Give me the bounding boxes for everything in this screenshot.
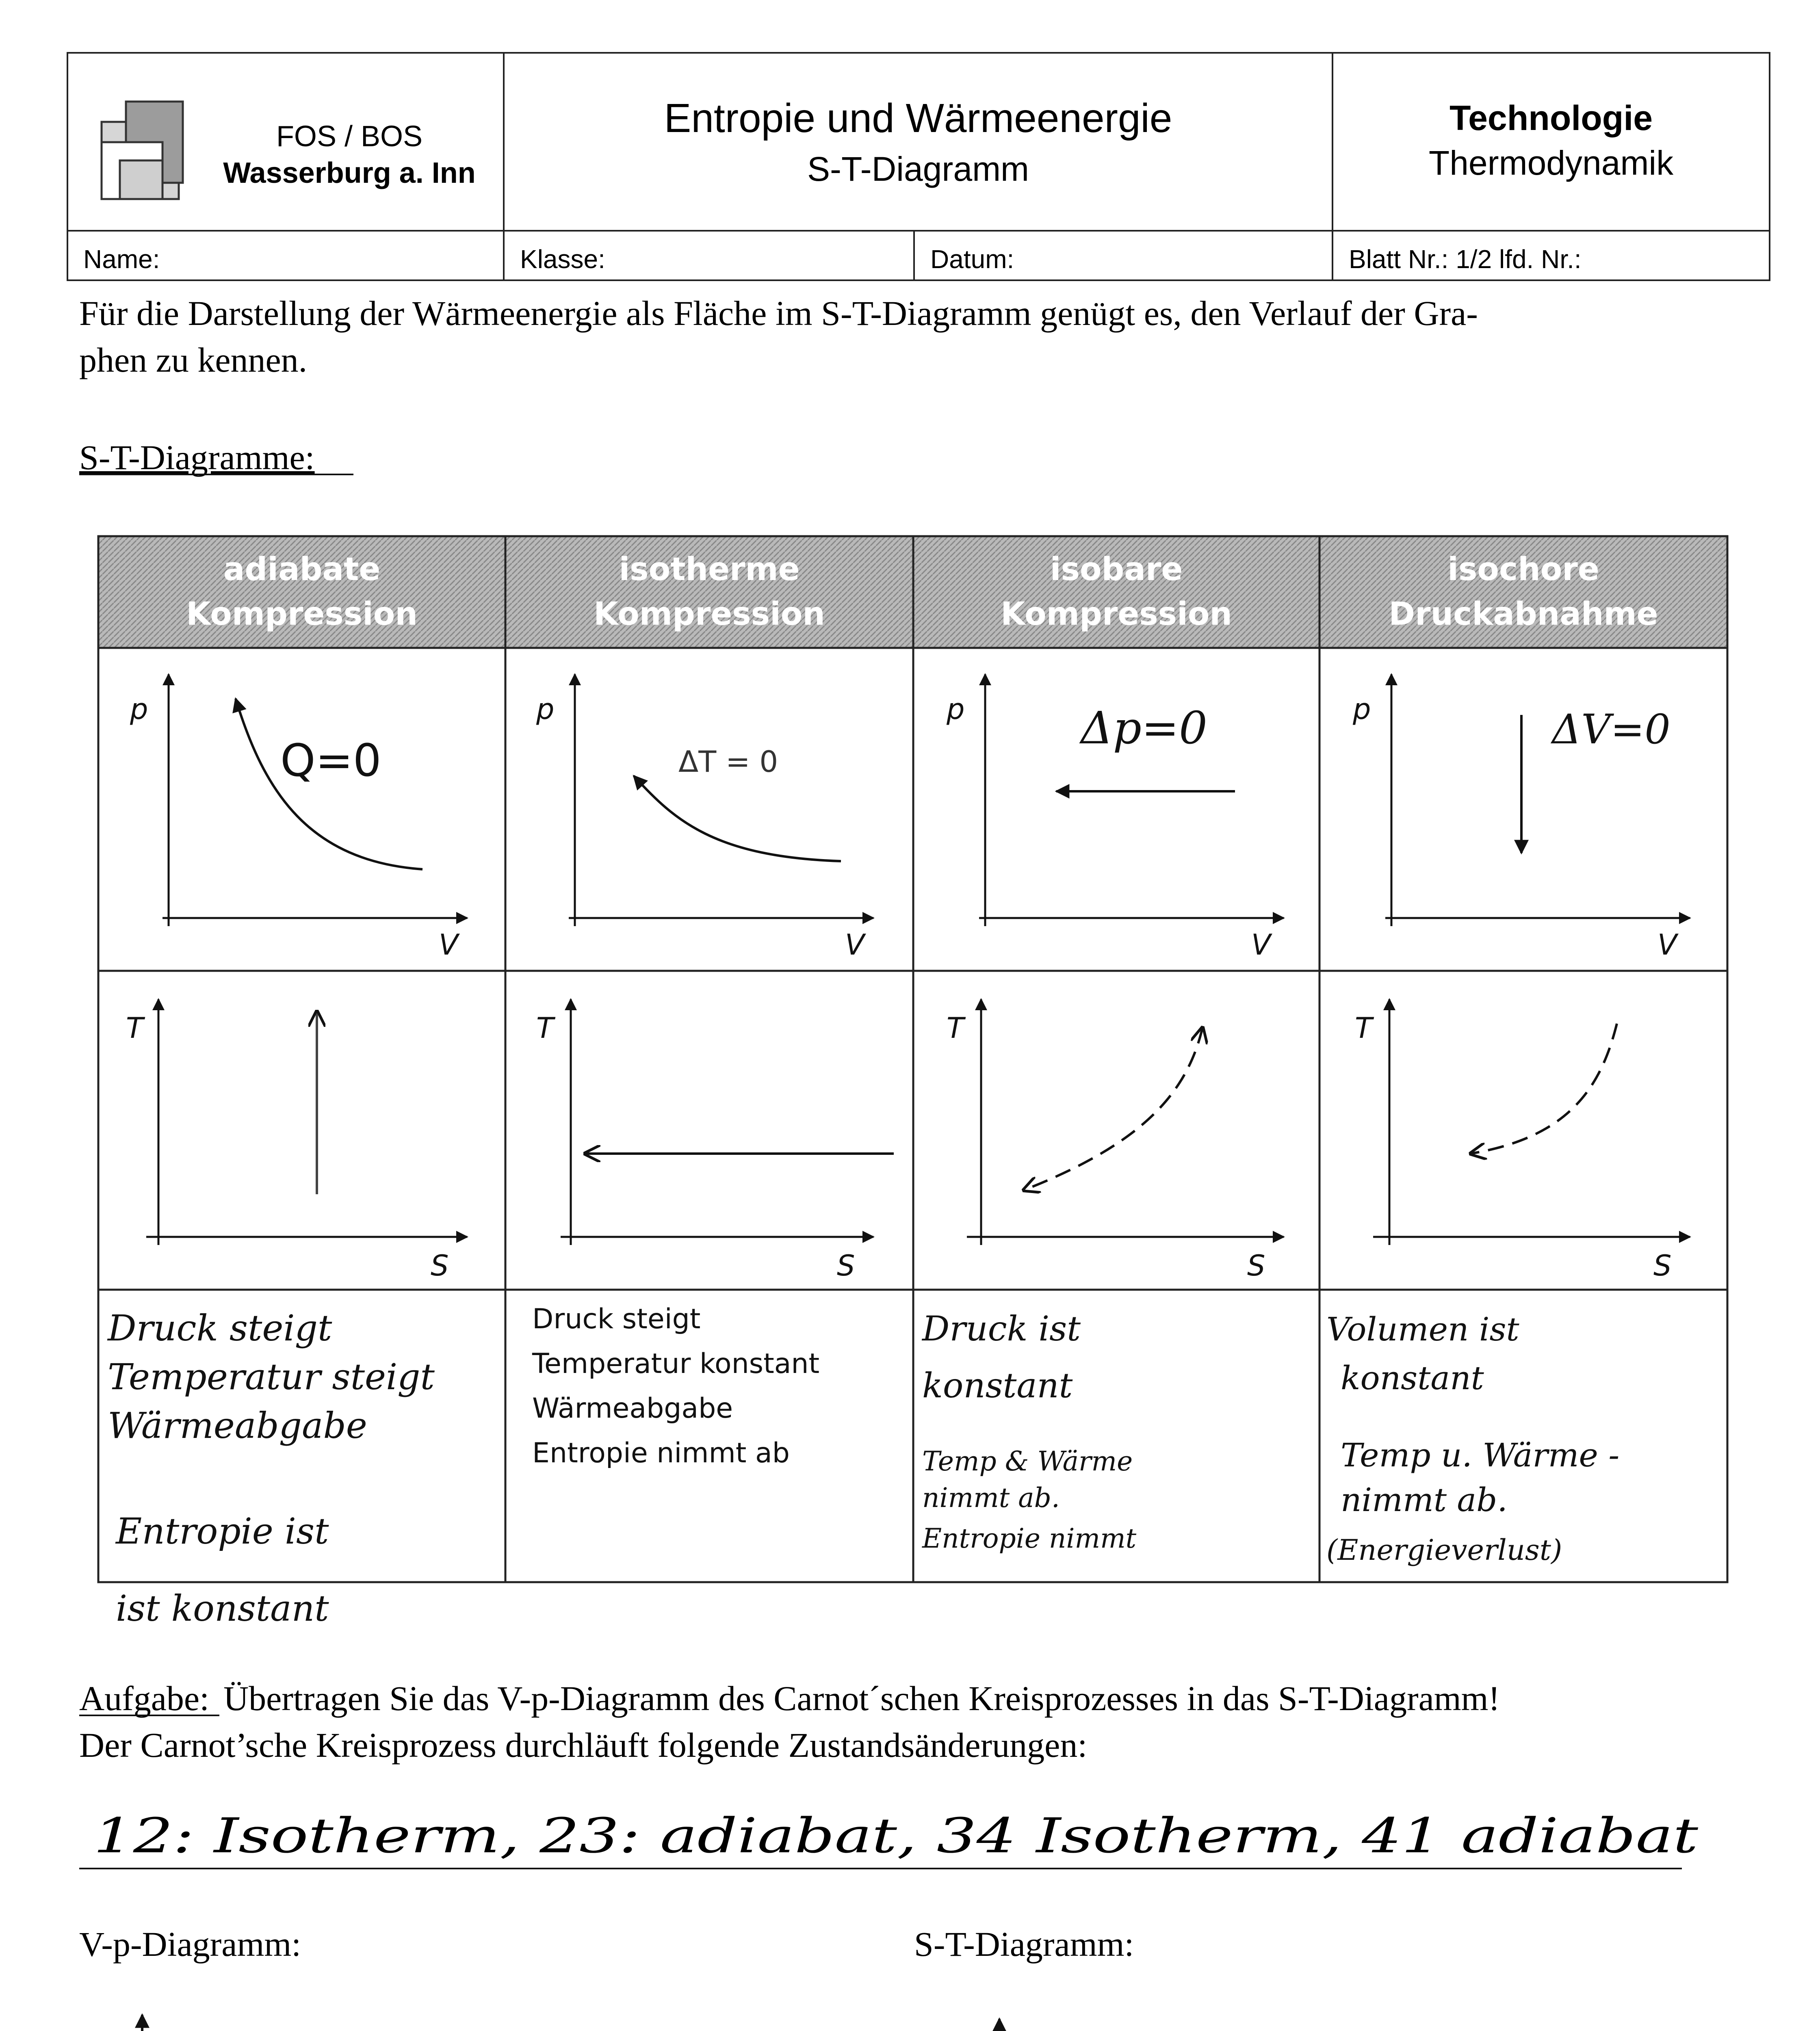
pv3-y-label: p: [947, 693, 965, 726]
col3-header-line1: isobare: [1050, 551, 1183, 588]
desc-isochor-3: Temp u. Wärme -: [1341, 1436, 1620, 1474]
datum-field[interactable]: Datum:: [930, 245, 1014, 274]
page-subtitle: S-T-Diagramm: [807, 150, 1029, 188]
subject-subtitle: Thermodynamik: [1428, 144, 1674, 182]
desc-isotherm-4: Entropie nimmt ab: [532, 1437, 790, 1469]
st-diagram: [975, 2019, 1629, 2031]
vp-diagram-label: V-p-Diagramm:: [79, 1925, 301, 1964]
st-diagram-label: S-T-Diagramm:: [914, 1925, 1134, 1964]
subject-title: Technologie: [1449, 99, 1653, 138]
page-title: Entropie und Wärmeenergie: [664, 95, 1172, 141]
intro-line1: Für die Darstellung der Wärmeenergie als Fläche im S-T-Diagramm genügt es, den Verlauf der Gra-: [79, 294, 1478, 333]
ts4-y-label: T: [1355, 1011, 1372, 1045]
desc-isotherm-1: Druck steigt: [532, 1303, 701, 1335]
col3-header-line2: Kompression: [1001, 596, 1232, 632]
ts1-y-label: T: [126, 1011, 143, 1045]
pv4-y-label: p: [1353, 693, 1371, 726]
desc-isobar-5: Entropie nimmt: [922, 1523, 1137, 1554]
desc-adiabat-6: ist konstant: [116, 1587, 329, 1629]
desc-isochor-1: Volumen ist: [1326, 1310, 1519, 1348]
col2-header-line2: Kompression: [594, 596, 825, 632]
vp-diagram: [122, 2015, 788, 2031]
desc-isobar-3: Temp & Wärme: [922, 1446, 1133, 1477]
pv1-y-label: p: [130, 693, 148, 726]
pv4-x-label: V: [1658, 928, 1677, 961]
isochor-ts-curve: [1471, 1024, 1617, 1154]
klasse-field[interactable]: Klasse:: [520, 245, 605, 274]
name-field[interactable]: Name:: [83, 245, 160, 274]
col1-header-line2: Kompression: [186, 596, 418, 632]
col2-header-line1: isotherme: [619, 551, 800, 588]
desc-isochor-4: nimmt ab.: [1341, 1481, 1508, 1519]
task-line2: Der Carnot’sche Kreisprozess durchläuft folgende Zustandsänderungen:: [79, 1726, 1088, 1765]
desc-adiabat-3: Wärmeabgabe: [108, 1405, 367, 1446]
desc-adiabat-2: Temperatur steigt: [108, 1356, 435, 1398]
desc-adiabat-1: Druck steigt: [108, 1307, 332, 1349]
handwritten-answer[interactable]: 12: Isotherm, 23: adiabat, 34 Isotherm, 41 adiabat: [93, 1808, 1699, 1864]
pv2-y-label: p: [536, 693, 555, 726]
pv2-x-label: V: [845, 928, 864, 961]
desc-isobar-4: nimmt ab.: [922, 1482, 1060, 1514]
desc-isobar-1: Druck ist: [922, 1309, 1081, 1349]
desc-isotherm-3: Wärmeabgabe: [532, 1392, 733, 1425]
ts1-x-label: S: [431, 1249, 449, 1282]
ts2-x-label: S: [837, 1249, 855, 1282]
annotation-dt: ΔT = 0: [678, 745, 778, 779]
ts3-x-label: S: [1247, 1249, 1265, 1282]
section-heading: S-T-Diagramme:: [79, 438, 315, 477]
blatt-field[interactable]: Blatt Nr.: 1/2 lfd. Nr.:: [1349, 245, 1582, 274]
isobar-ts-curve: [1024, 1028, 1202, 1190]
ts4-x-label: S: [1653, 1249, 1672, 1282]
school-logo: [102, 102, 183, 199]
pv3-x-label: V: [1251, 928, 1271, 961]
annotation-dp: Δp=0: [1081, 702, 1208, 754]
isotherm-pv-curve: [634, 776, 841, 861]
desc-isochor-5: (Energieverlust): [1326, 1533, 1562, 1567]
desc-isochor-2: konstant: [1341, 1359, 1484, 1397]
intro-line2: phen zu kennen.: [79, 340, 308, 379]
desc-adiabat-5: Entropie ist: [116, 1510, 329, 1552]
ts3-y-label: T: [947, 1011, 964, 1045]
ts2-y-label: T: [536, 1011, 554, 1045]
task-text: Übertragen Sie das V-p-Diagramm des Carnot´schen Kreisprozesses in das S-T-Diagramm!: [223, 1679, 1500, 1718]
annotation-dv: ΔV=0: [1552, 706, 1670, 753]
school-line2: Wasserburg a. Inn: [223, 157, 476, 189]
desc-isotherm-2: Temperatur konstant: [532, 1348, 820, 1380]
desc-isobar-2: konstant: [922, 1366, 1073, 1405]
col4-header-line1: isochore: [1447, 551, 1599, 588]
col4-header-line2: Druckabnahme: [1389, 596, 1658, 632]
col1-header-line1: adiabate: [223, 551, 381, 588]
task-label: Aufgabe:: [79, 1679, 209, 1718]
pv1-x-label: V: [439, 928, 458, 961]
school-line1: FOS / BOS: [276, 120, 423, 153]
annotation-q: Q=0: [280, 734, 381, 786]
